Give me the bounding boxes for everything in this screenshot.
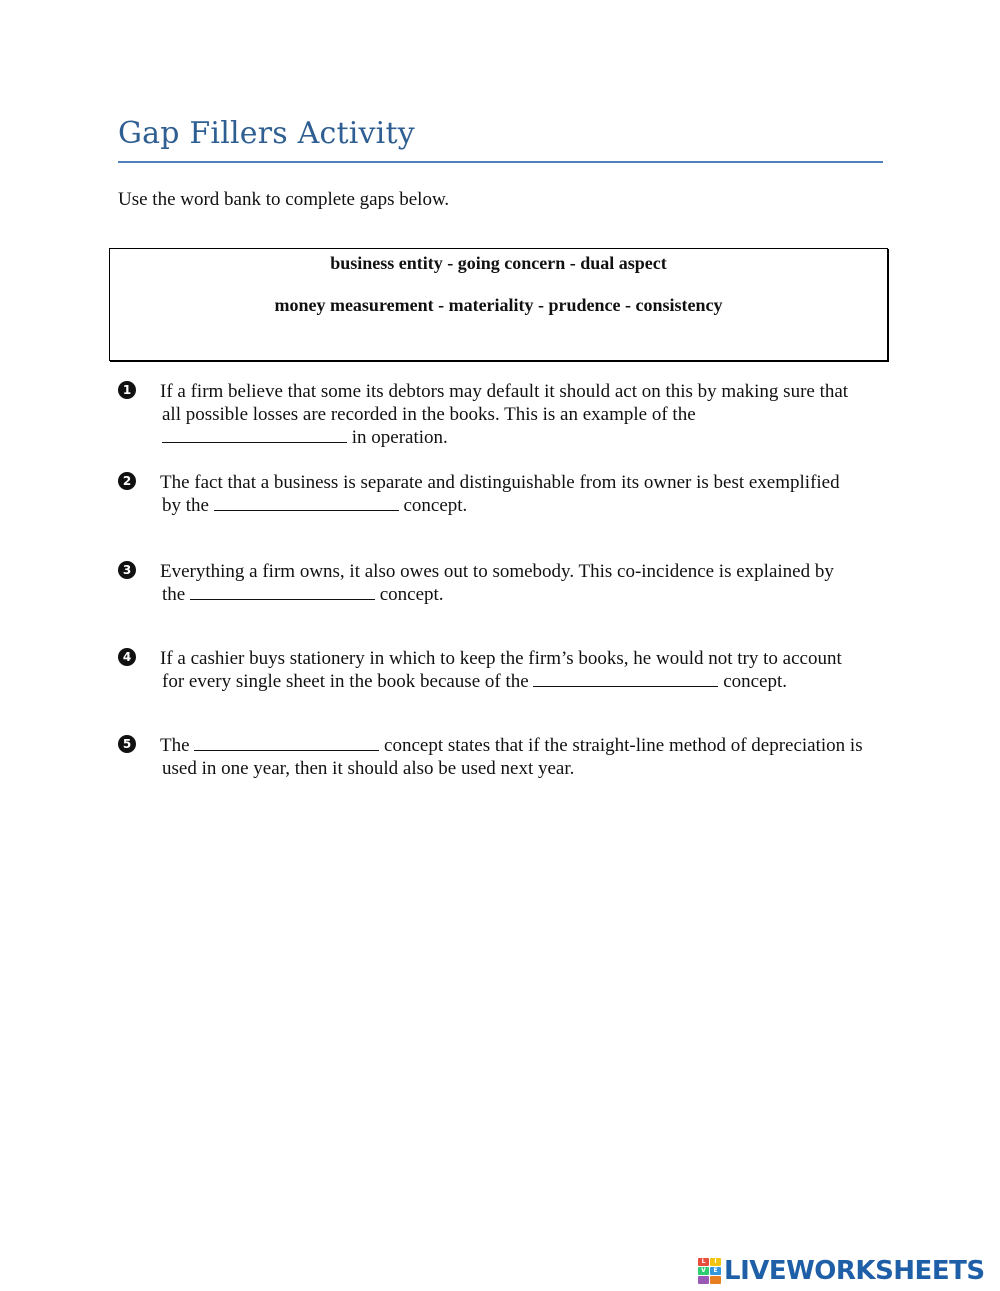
- question-5-text: [160, 734, 890, 780]
- question-1-line-1: If a firm believe that some its debtors may default it should act on this by making sure that: [160, 381, 849, 402]
- question-3-line-1: Everything a firm owns, it also owes out to somebody. This co-incidence is explained by: [160, 561, 834, 582]
- logo-block-1: L: [698, 1258, 709, 1266]
- question-3-after-blank: concept.: [374, 584, 444, 605]
- answer-blank-4[interactable]: [533, 671, 718, 687]
- question-2-before-blank: by the: [162, 495, 214, 516]
- question-5-after-blank: concept states that if the straight-line method of depreciation is: [379, 735, 863, 756]
- title-underline: [118, 161, 883, 163]
- logo-blocks-icon: [698, 1258, 722, 1284]
- number-5-icon: 5: [118, 735, 136, 753]
- question-3-line-2: [160, 583, 890, 606]
- question-4-line-1: If a cashier buys stationery in which to keep the firm’s books, he would not try to account: [160, 648, 842, 669]
- question-3-text: [160, 560, 890, 606]
- question-2-line-1: The fact that a business is separate and distinguishable from its owner is best exemplified: [160, 472, 840, 493]
- question-4-before-blank: for every single sheet in the book because of the: [162, 671, 534, 692]
- question-1-text: [160, 380, 890, 449]
- question-4-after-blank: concept.: [718, 671, 788, 692]
- question-5-line-2: used in one year, then it should also be used next year.: [162, 758, 575, 779]
- number-4-icon: 4: [118, 648, 136, 666]
- logo-block-4: E: [710, 1267, 721, 1275]
- answer-blank-2[interactable]: [214, 495, 399, 511]
- question-3-before-blank: the: [162, 584, 190, 605]
- answer-blank-5[interactable]: [194, 735, 379, 751]
- logo-text: LIVEWORKSHEETS: [724, 1256, 985, 1286]
- question-1-line-3: [160, 426, 890, 449]
- question-1-after-blank: in operation.: [347, 427, 448, 448]
- logo-block-3: V: [698, 1267, 709, 1275]
- answer-blank-3[interactable]: [190, 584, 375, 600]
- page-title: Gap Fillers Activity: [118, 116, 415, 151]
- logo-block-5: [698, 1276, 709, 1284]
- instructions: Use the word bank to complete gaps below.: [118, 189, 450, 210]
- liveworksheets-logo: [698, 1257, 985, 1285]
- logo-block-2: I: [710, 1258, 721, 1266]
- question-5-before-blank: The: [160, 735, 195, 756]
- question-1-line-2: all possible losses are recorded in the books. This is an example of the: [162, 404, 696, 425]
- answer-blank-1[interactable]: [162, 427, 347, 443]
- word-bank-box: [109, 248, 888, 361]
- question-2-line-2: [160, 494, 890, 517]
- question-5-line-1: [160, 734, 890, 757]
- number-2-icon: 2: [118, 472, 136, 490]
- question-4-line-2: [160, 670, 890, 693]
- question-4-text: [160, 647, 890, 693]
- question-2-after-blank: concept.: [398, 495, 468, 516]
- logo-block-6: [710, 1276, 721, 1284]
- number-1-icon: 1: [118, 381, 136, 399]
- number-3-icon: 3: [118, 561, 136, 579]
- question-2-text: [160, 471, 890, 517]
- word-bank-line-1: business entity - going concern - dual aspect: [330, 253, 667, 273]
- word-bank-line-2: money measurement - materiality - prudence - consistency: [274, 295, 723, 315]
